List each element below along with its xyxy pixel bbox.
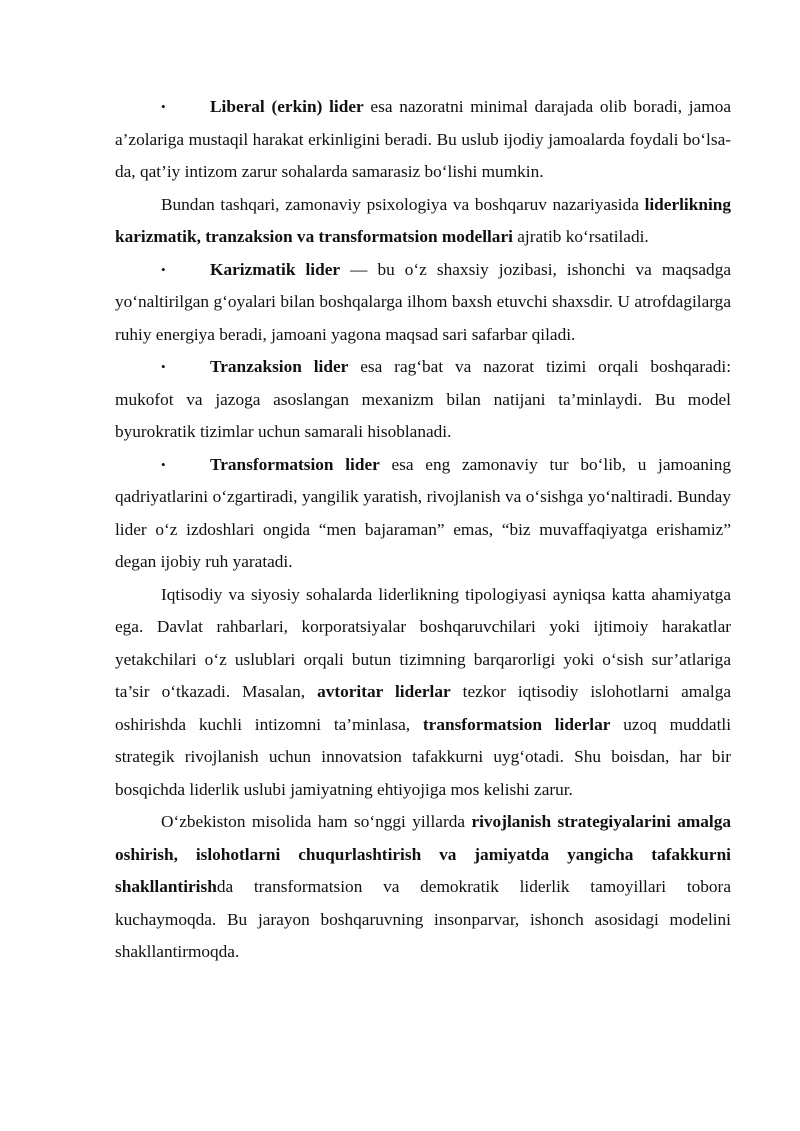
bullet-paragraph-charismatic-leader [115, 254, 731, 352]
paragraph-text: esa nazoratni minimal darajada olib boradi, jamoa a’zolariga mustaqil harakat erkinligini beradi. Bu uslub ijodiy jamoalarda foydali bo‘lsa-da, qat’iy intizom zarur sohalarda samarasiz bo‘lishi mumkin. [115, 97, 732, 181]
bold-term-transactional-leader: Tranzaksion lider [210, 357, 349, 376]
paragraph-text: Iqtisodiy va siyosiy sohalarda liderlikning tipologiyasi ayniqsa katta ahamiyatga ega. Davlat rahbarlari, korporatsiyalar boshqaruvchilari yoki ijtimoiy harakatlar yetakchilari o‘z uslublari orqali butun tizimning barqarorligi yoki o‘sish sur’atlariga ta’sir o‘tkazadi. Masalan, [115, 584, 731, 701]
bullet-paragraph-liberal-leader [115, 91, 731, 189]
bullet-icon: • [161, 99, 166, 114]
bullet-paragraph-transactional-leader [115, 351, 731, 449]
bold-term-authoritarian-leaders: avtoritar liderlar [317, 682, 451, 701]
bold-term-transformational-leaders: transformatsion liderlar [422, 714, 611, 734]
paragraph-uzbekistan-example [115, 806, 731, 969]
paragraph-text: ajratib ko‘rsatiladi. [512, 227, 649, 246]
document-page [115, 91, 731, 969]
bullet-icon: • [161, 359, 166, 374]
bullet-icon: • [161, 261, 166, 277]
bullet-paragraph-transformational-leader [115, 449, 731, 579]
paragraph-text: Bundan tashqari, zamonaviy psixologiya va boshqaruv nazariyasida [161, 194, 645, 214]
paragraph-text: da transformatsion va demokratik liderlik tamoyillari tobora kuchaymoqda. Bu jarayon boshqaruvning insonparvar, ishonch asosidagi modelini shakllantirmoqda. [115, 877, 731, 961]
paragraph-text: esa rag‘bat va nazorat tizimi orqali boshqaradi: mukofot va jazoga asoslangan mexanizm bilan natijani ta’minlaydi. Bu model byurokratik tizimlar uchun samarali hisoblanadi. [115, 357, 731, 441]
paragraph-text: — bu o‘z shaxsiy jozibasi, ishonchi va maqsadga yo‘naltirilgan g‘oyalari bilan boshqalarga ilhom baxsh etuvchi shaxsdir. U atrofdagilarga ruhiy energiya beradi, jamoani yagona maqsad sari safarbar qiladi. [115, 259, 731, 344]
bold-term-development-strategies: rivojlanish strategiyalarini amalga oshirish, islohotlarni chuqurlashtirish va jamiyatda yangicha tafakkurni shakllantirish [115, 812, 731, 896]
paragraph-text: esa eng zamonaviy tur bo‘lib, u jamoaning qadriyatlarini o‘zgartiradi, yangilik yaratish, rivojlanish va o‘sishga yo‘naltiradi. Bunday lider o‘z izdoshlari ongida “men bajaraman” emas, “biz muvaffaqiyatga erishamiz” degan ijobiy ruh yaratadi. [115, 454, 731, 571]
paragraph-text: uzoq muddatli strategik rivojlanish uchun innovatsion tafakkurni uyg‘otadi. Shu boisdan, har bir bosqichda liderlik uslubi jamiyatning ehtiyojiga mos kelishi zarur. [115, 714, 732, 799]
paragraph-economic-political [115, 579, 731, 807]
bold-term-liberal-leader: Liberal (erkin) lider [210, 97, 364, 116]
bold-term-transformational-leader: Transformatsion lider [210, 454, 380, 474]
paragraph-text: tezkor iqtisodiy islohotlarni amalga oshirishda kuchli intizomni ta’minlasa, [115, 682, 732, 734]
bullet-icon: • [161, 456, 166, 472]
paragraph-leadership-models [115, 189, 731, 254]
paragraph-text: O‘zbekiston misolida ham so‘nggi yillarda [161, 812, 472, 831]
bold-term-charismatic-leader: Karizmatik lider [210, 259, 341, 279]
bold-term-leadership-models: liderlikning karizmatik, tranzaksion va transformatsion modellari [115, 194, 731, 246]
